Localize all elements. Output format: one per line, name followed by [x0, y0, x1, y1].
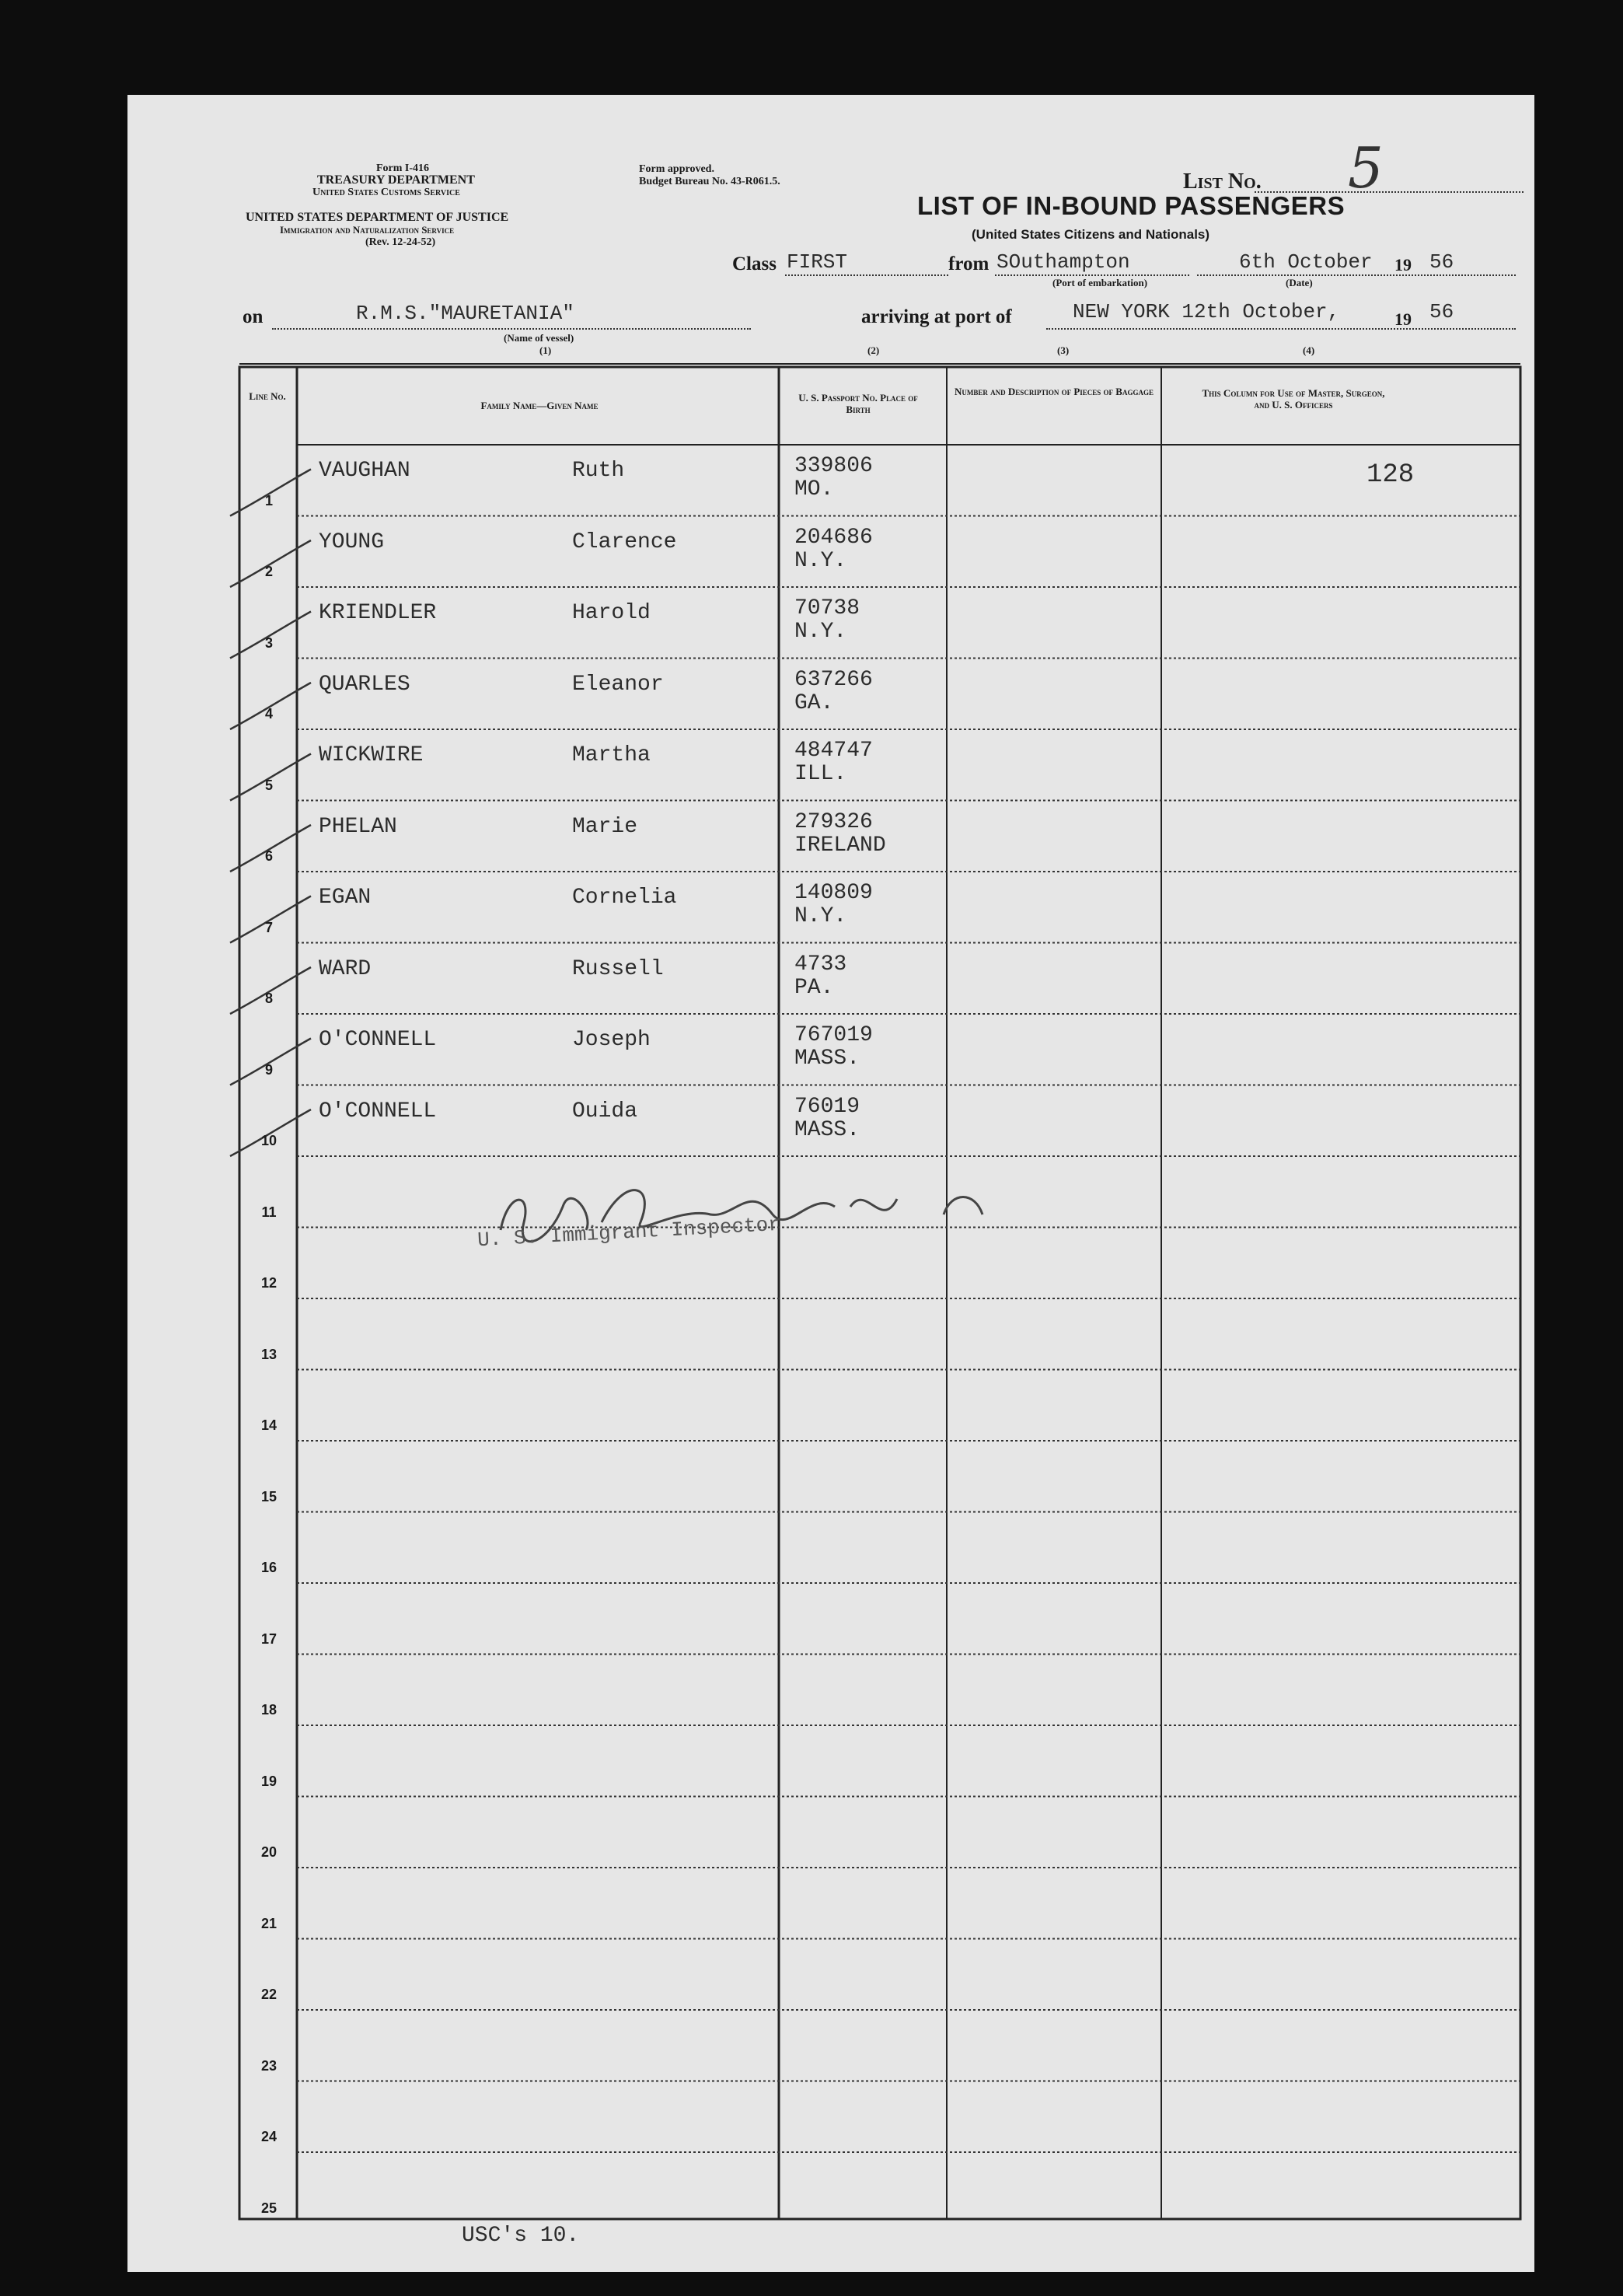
family-name: EGAN	[319, 886, 372, 910]
given-name: Joseph	[572, 1028, 651, 1052]
passport-number: 76019	[794, 1094, 860, 1119]
header-officers: This Column for Use of Master, Surgeon, and U. S. Officers	[1202, 387, 1385, 411]
form-revision: (Rev. 12-24-52)	[365, 236, 436, 248]
from-label: from	[948, 253, 990, 274]
line-number: 8	[264, 991, 273, 1006]
given-name: Eleanor	[572, 672, 664, 697]
col1-marker: (1)	[539, 344, 552, 356]
line-number: 18	[260, 1702, 277, 1718]
from-value: SOuthampton	[996, 250, 1130, 274]
line-number: 22	[260, 1987, 277, 2002]
line-number: 9	[264, 1061, 273, 1078]
place-of-birth: N.Y.	[794, 620, 847, 644]
family-name: WICKWIRE	[319, 743, 424, 767]
footer-count: USC's 10.	[462, 2224, 580, 2248]
line-number: 11	[261, 1204, 277, 1220]
line-number: 19	[260, 1773, 277, 1789]
place-of-birth: IRELAND	[794, 833, 886, 858]
header-baggage: Number and Description of Pieces of Baggage	[955, 386, 1154, 397]
given-name: Ruth	[572, 459, 625, 483]
line-number: 21	[260, 1915, 277, 1931]
col4-marker: (4)	[1303, 344, 1315, 356]
class-label: Class	[732, 253, 777, 274]
line-number: 15	[260, 1488, 277, 1504]
inspector-stamp: U. S. Immigrant Inspector	[476, 1212, 781, 1253]
passport-number: 70738	[794, 596, 860, 620]
header-name: Family Name—Given Name	[480, 400, 599, 411]
vessel-name: R.M.S."MAURETANIA"	[356, 302, 574, 325]
list-no-label: List No.	[1183, 169, 1262, 194]
place-of-birth: MO.	[794, 477, 834, 501]
line-number: 1	[264, 492, 273, 508]
line-number: 10	[260, 1133, 277, 1148]
treasury-dept: TREASURY DEPARTMENT	[317, 173, 475, 187]
line-number: 3	[264, 634, 273, 651]
line-number: 4	[264, 706, 273, 722]
line-number: 7	[264, 919, 273, 935]
depart-year: 56	[1429, 250, 1454, 274]
line-number: 24	[260, 2129, 277, 2144]
passport-number: 140809	[794, 881, 873, 905]
class-value: FIRST	[787, 250, 848, 274]
place-of-birth: ILL.	[794, 762, 847, 786]
page-subtitle: (United States Citizens and Nationals)	[972, 227, 1210, 242]
manifest-sheet	[127, 95, 1534, 2272]
family-name: O'CONNELL	[319, 1099, 437, 1124]
family-name: PHELAN	[319, 814, 397, 839]
arrival-year: 56	[1429, 300, 1454, 323]
place-of-birth: N.Y.	[794, 904, 847, 928]
date-caption: (Date)	[1286, 277, 1313, 288]
given-name: Marie	[572, 814, 638, 839]
justice-dept: UNITED STATES DEPARTMENT OF JUSTICE	[246, 211, 509, 224]
list-no-value: 5	[1348, 135, 1384, 201]
passport-number: 204686	[794, 525, 873, 550]
passport-number: 484747	[794, 739, 873, 763]
line-number: 17	[260, 1630, 277, 1647]
family-name: QUARLES	[319, 672, 410, 697]
family-name: O'CONNELL	[319, 1028, 437, 1052]
year-prefix: 19	[1394, 255, 1412, 274]
arrival-year-prefix: 19	[1394, 309, 1412, 329]
page-title: LIST OF IN-BOUND PASSENGERS	[917, 191, 1346, 220]
vessel-caption: (Name of vessel)	[504, 332, 574, 344]
passport-number: 767019	[794, 1023, 873, 1047]
form-number: Form I-416	[376, 163, 430, 174]
ins-service: Immigration and Naturalization Service	[280, 224, 455, 236]
given-name: Ouida	[572, 1099, 638, 1124]
passport-number: 339806	[794, 454, 873, 478]
col3-marker: (3)	[1057, 344, 1070, 356]
given-name: Cornelia	[572, 886, 677, 910]
arriving-label: arriving at port of	[861, 306, 1012, 327]
header-line-no: Line No.	[249, 390, 286, 402]
passport-number: 4733	[794, 952, 847, 977]
form-approved: Form approved.	[639, 163, 714, 175]
passport-number: 637266	[794, 667, 873, 692]
given-name: Russell	[572, 956, 664, 981]
arrival-value: NEW YORK 12th October,	[1073, 300, 1340, 323]
family-name: VAUGHAN	[319, 459, 410, 483]
line-number: 25	[260, 2200, 277, 2216]
family-name: KRIENDLER	[319, 601, 437, 625]
from-caption: (Port of embarkation)	[1052, 277, 1148, 288]
on-label: on	[243, 306, 264, 327]
line-number: 2	[264, 564, 273, 579]
line-number: 5	[264, 777, 273, 793]
line-number: 6	[264, 848, 273, 864]
place-of-birth: GA.	[794, 690, 834, 715]
officer-note: 128	[1366, 460, 1415, 490]
place-of-birth: N.Y.	[794, 548, 847, 573]
line-number: 20	[260, 1844, 277, 1860]
given-name: Harold	[572, 601, 651, 625]
line-number: 14	[260, 1417, 277, 1433]
line-number: 16	[260, 1560, 277, 1575]
col2-marker: (2)	[867, 344, 880, 356]
given-name: Clarence	[572, 529, 677, 554]
line-number: 23	[260, 2057, 277, 2074]
place-of-birth: PA.	[794, 975, 834, 1000]
place-of-birth: MASS.	[794, 1117, 860, 1142]
header-passport: U. S. Passport No. Place of Birth	[798, 392, 918, 415]
place-of-birth: MASS.	[794, 1047, 860, 1071]
passport-number: 279326	[794, 809, 873, 834]
depart-date: 6th October	[1239, 250, 1373, 274]
family-name: WARD	[319, 956, 372, 981]
customs-service: United States Customs Service	[312, 187, 460, 198]
line-number: 13	[260, 1346, 277, 1362]
line-number: 12	[260, 1275, 277, 1291]
family-name: YOUNG	[319, 529, 385, 554]
budget-bureau: Budget Bureau No. 43-R061.5.	[639, 176, 780, 187]
given-name: Martha	[572, 743, 651, 767]
